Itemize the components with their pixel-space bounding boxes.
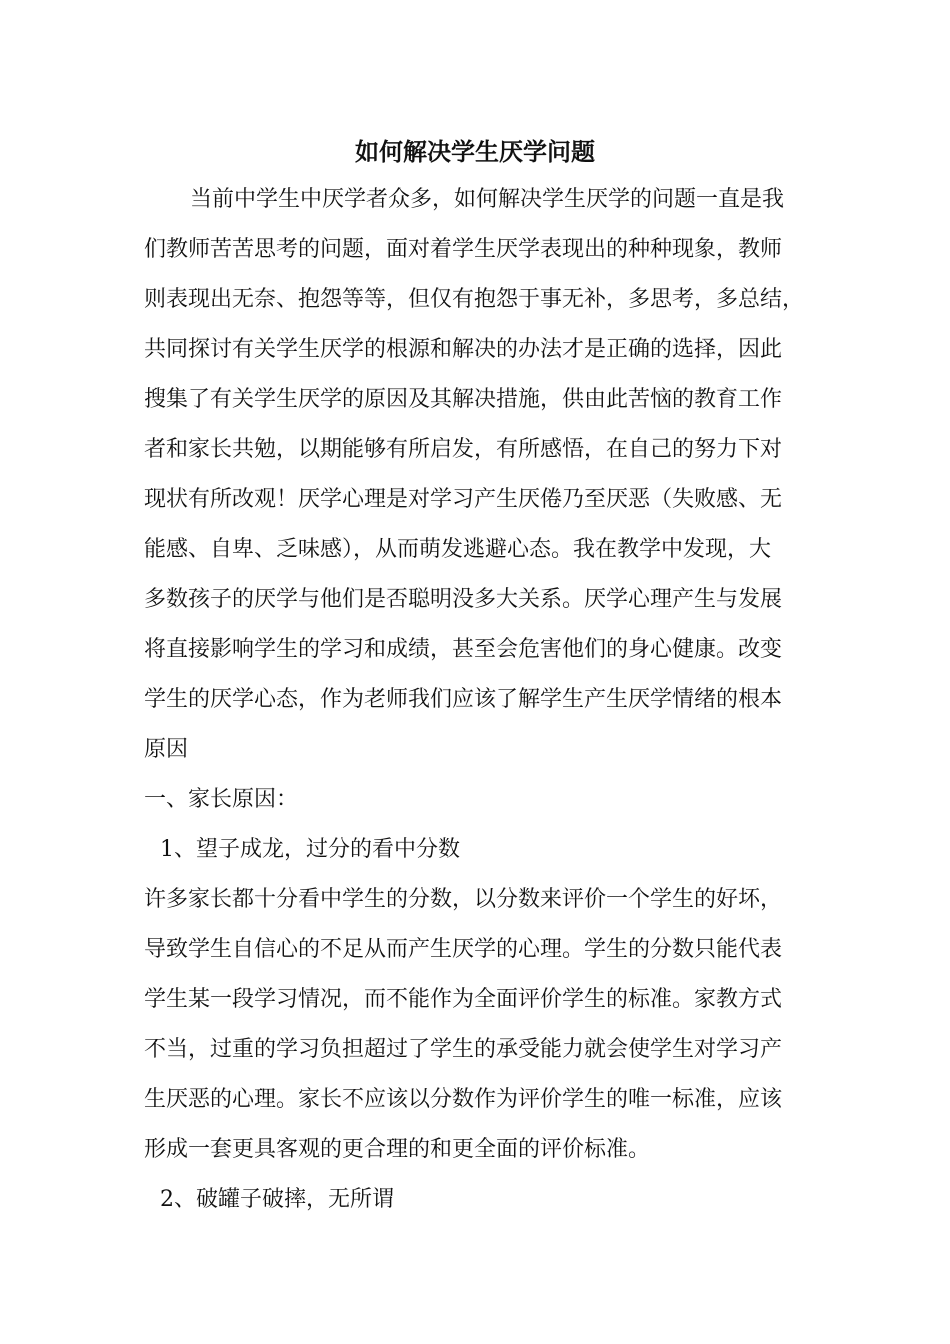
paragraph-line: 学生某一段学习情况，而不能作为全面评价学生的标准。家教方式 [144,987,783,1012]
paragraph-line: 学生的厌学心态，作为老师我们应该了解学生产生厌学情绪的根本 [144,687,783,712]
paragraph-line: 搜集了有关学生厌学的原因及其解决措施，供由此苦恼的教育工作 [144,387,783,412]
paragraph-line: 将直接影响学生的学习和成绩，甚至会危害他们的身心健康。改变 [144,637,783,662]
paragraph-line: 当前中学生中厌学者众多，如何解决学生厌学的问题一直是我 [190,187,785,212]
paragraph-line: 多数孩子的厌学与他们是否聪明没多大关系。厌学心理产生与发展 [144,587,783,612]
paragraph-line: 们教师苦苦思考的问题，面对着学生厌学表现出的种种现象，教师 [144,237,783,262]
paragraph-line: 许多家长都十分看中学生的分数，以分数来评价一个学生的好坏， [144,887,783,912]
paragraph-line: 不当，过重的学习负担超过了学生的承受能力就会使学生对学习产 [144,1037,783,1062]
paragraph-line: 者和家长共勉，以期能够有所启发，有所感悟，在自己的努力下对 [144,437,783,462]
paragraph-line: 则表现出无奈、抱怨等等，但仅有抱怨于事无补，多思考，多总结， [144,287,805,312]
paragraph-line: 现状有所改观！厌学心理是对学习产生厌倦乃至厌恶（失败感、无 [144,487,783,512]
paragraph-line: 生厌恶的心理。家长不应该以分数作为评价学生的唯一标准，应该 [144,1087,783,1112]
section-heading: 一、家长原因： [144,787,299,812]
document-title: 如何解决学生厌学问题 [355,137,595,166]
subsection-heading-2: 2、破罐子破摔，无所谓 [160,1187,394,1212]
paragraph-line: 形成一套更具客观的更合理的和更全面的评价标准。 [144,1137,651,1162]
paragraph-line: 共同探讨有关学生厌学的根源和解决的办法才是正确的选择，因此 [144,337,783,362]
paragraph-line: 原因 [144,737,189,762]
subsection-heading-1: 1、望子成龙，过分的看中分数 [160,837,460,862]
paragraph-line: 导致学生自信心的不足从而产生厌学的心理。学生的分数只能代表 [144,937,783,962]
paragraph-line: 能感、自卑、乏味感），从而萌发逃避心态。我在教学中发现，大 [144,537,772,562]
